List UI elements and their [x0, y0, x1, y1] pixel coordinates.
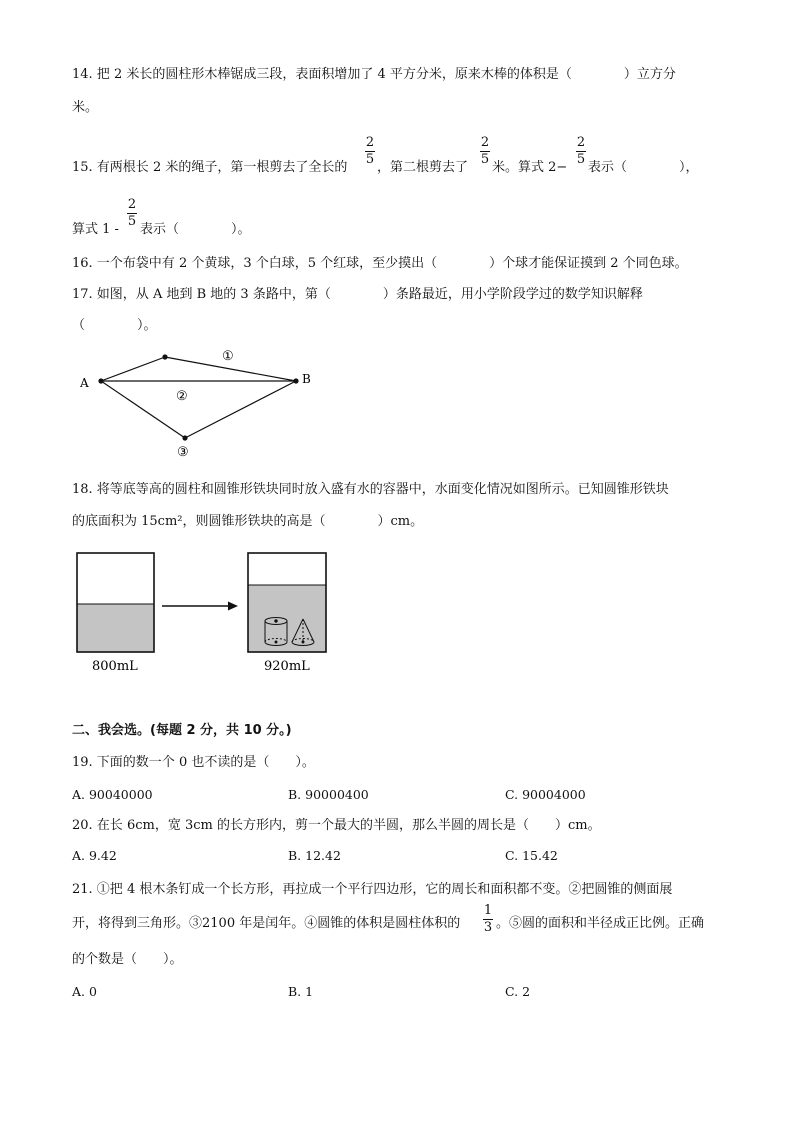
section-2-title: 二、我会选。(每题 2 分，共 10 分。)	[72, 723, 292, 738]
route-3-segment-a	[101, 381, 185, 438]
route-3-segment-b	[185, 381, 296, 438]
q15-line2-b: 表示（ ）。	[140, 222, 251, 237]
arrow-right-icon	[228, 602, 238, 611]
route-1-label: ①	[222, 349, 234, 364]
q18-line1: 18. 将等底等高的圆柱和圆锥形铁块同时放入盛有水的容器中，水面变化情况如图所示。已知圆锥形铁块	[72, 482, 669, 497]
route-1-segment-a	[101, 357, 165, 381]
point-a-label: A	[80, 376, 89, 390]
route-figure	[70, 340, 330, 460]
q14-line1: 14. 把 2 米长的圆柱形木棒锯成三段，表面积增加了 4 平方分米，原来木棒的体积是（ ）立方分	[72, 67, 676, 82]
q20-option-c[interactable]: C. 15.42	[505, 848, 558, 863]
q18-line2: 的底面积为 15cm²，则圆锥形铁块的高是（ ）cm。	[72, 514, 424, 529]
point-b-label: B	[302, 372, 311, 386]
q21-line2-b: 。⑤圆的面积和半径成正比例。正确	[496, 916, 705, 931]
q20-option-b[interactable]: B. 12.42	[288, 848, 341, 863]
point-b-dot	[293, 378, 298, 383]
q21-line3: 的个数是（ ）。	[72, 952, 183, 967]
before-volume-label: 800mL	[92, 659, 138, 674]
q21-fraction	[481, 904, 495, 935]
q15-line1-d: 表示（ ），	[588, 160, 699, 175]
q21-option-c[interactable]: C. 2	[505, 984, 531, 999]
q16-text: 16. 一个布袋中有 2 个黄球，3 个白球，5 个红球，至少摸出（ ）个球才能保证摸到 2 个同色球。	[72, 256, 688, 271]
q21-line1: 21. ①把 4 根木条钉成一个长方形，再拉成一个平行四边形，它的周长和面积都不变。②把圆锥的侧面展	[72, 882, 673, 897]
q15-fraction-4	[125, 198, 139, 229]
fraction-denominator: 5	[480, 152, 490, 167]
after-volume-label: 920mL	[264, 659, 310, 674]
q15-line1-b: ，第二根剪去了	[377, 160, 469, 175]
fraction-numerator: 2	[576, 135, 586, 150]
q19-option-b[interactable]: B. 90000400	[288, 787, 369, 802]
q20-text: 20. 在长 6cm，宽 3cm 的长方形内，剪一个最大的半圆，那么半圆的周长是（ ）cm。	[72, 818, 601, 833]
fraction-numerator: 1	[483, 903, 493, 918]
q19-option-c[interactable]: C. 90004000	[505, 787, 586, 802]
point-a-dot	[98, 378, 103, 383]
route-3-vertex-dot	[182, 435, 187, 440]
q21-line2-a: 开，将得到三角形。③2100 年是闰年。④圆锥的体积是圆柱体积的	[72, 916, 461, 931]
fraction-denominator: 3	[483, 920, 493, 935]
q15-fraction-2	[478, 136, 492, 167]
q19-text: 19. 下面的数一个 0 也不读的是（ ）。	[72, 755, 315, 770]
q21-option-a[interactable]: A. 0	[72, 984, 97, 999]
q17-line1: 17. 如图，从 A 地到 B 地的 3 条路中，第（ ）条路最近，用小学阶段学过的数学知识解释	[72, 287, 643, 302]
q20-option-a[interactable]: A. 9.42	[72, 848, 117, 863]
route-3-label: ③	[177, 445, 189, 460]
q15-line1-a: 15. 有两根长 2 米的绳子，第一根剪去了全长的	[72, 160, 348, 175]
route-2-label: ②	[176, 389, 188, 404]
q19-option-a[interactable]: A. 90040000	[72, 787, 153, 802]
before-water	[77, 604, 154, 652]
q14-line2: 米。	[72, 100, 99, 115]
fraction-denominator: 5	[576, 152, 586, 167]
fraction-numerator: 2	[365, 135, 375, 150]
water-container-figure	[70, 548, 340, 678]
q15-line2-a: 算式 1 -	[72, 222, 119, 237]
route-1-vertex-dot	[162, 354, 167, 359]
q15-line1-c: 米。算式 2−	[492, 160, 568, 175]
fraction-numerator: 2	[480, 135, 490, 150]
fraction-numerator: 2	[127, 197, 137, 212]
q17-line2: （ ）。	[72, 318, 157, 333]
fraction-denominator: 5	[127, 214, 137, 229]
fraction-denominator: 5	[365, 152, 375, 167]
q15-fraction-3	[574, 136, 588, 167]
q21-option-b[interactable]: B. 1	[288, 984, 314, 999]
q15-fraction-1	[363, 136, 377, 167]
